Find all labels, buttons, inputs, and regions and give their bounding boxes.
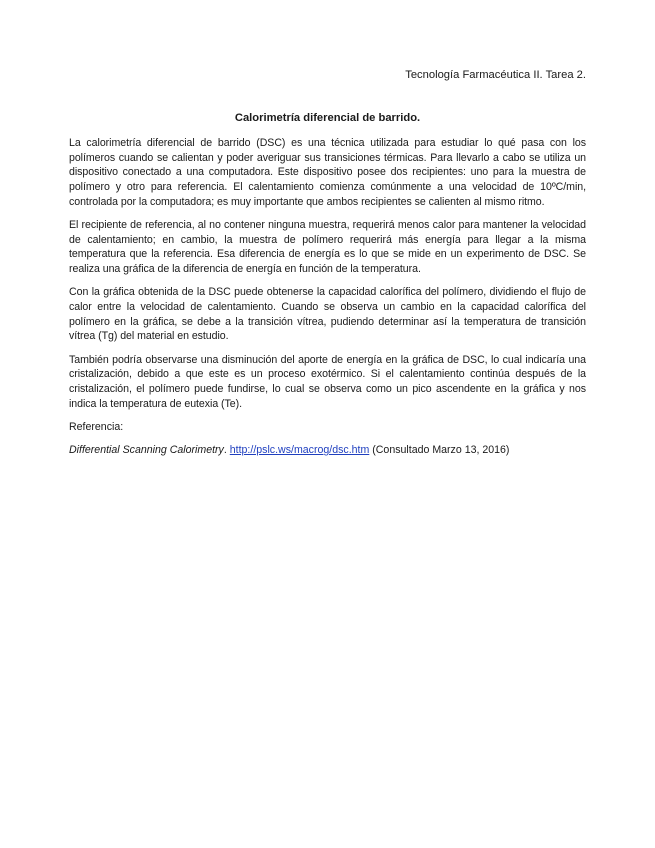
reference-separator: . [223,444,227,457]
paragraph-heat-capacity: Con la gráfica obtenida de la DSC puede obtenerse la capacidad calorífica del polímero, dividiendo el flujo de calor entre la velocidad de calentamiento. Cuando se observa un cambio en la capacidad calorífica del polímero en la gráfica, se debe a la transición vítrea, pudiendo determinar así la temperatura de transición vítrea (Tg) del material en estudio. [69,286,586,343]
document-title: Calorimetría diferencial de barrido. [234,112,421,124]
paragraph-reference-container: El recipiente de referencia, al no contener ninguna muestra, requerirá menos calor para mantener la velocidad de calentamiento; en cambio, la muestra de polímero requerirá más energía para llegar a la misma temperatura que la referencia. Esa diferencia de energía es lo que se mide en un experimento de DSC. Se realiza una gráfica de la diferencia de energía en función de la temperatura. [69,219,586,276]
reference-title: Differential Scanning Calorimetry [69,444,224,457]
reference-label: Referencia: [69,420,124,433]
paragraph-intro: La calorimetría diferencial de barrido (DSC) es una técnica utilizada para estudiar lo qué pasa con los polímeros cuando se calientan y poder averiguar sus transiciones térmicas. Para llevarlo a cabo se utiliza un dispositivo conectado a una computadora. Este dispositivo posee dos recipientes: uno para la muestra de polímero y otro para referencia. El calentamiento comienza comúnmente a una velocidad de 10ºC/min, controlada por la computadora; es muy importante que ambos recipientes se calienten al mismo ritmo. [69,137,586,208]
course-header: Tecnología Farmacéutica II. Tarea 2. [405,69,586,81]
reference-consulted-date: (Consultado Marzo 13, 2016) [372,444,510,457]
reference-link[interactable]: http://pslc.ws/macrog/dsc.htm [229,444,370,457]
paragraph-crystallization: También podría observarse una disminución del aporte de energía en la gráfica de DSC, lo cual indicaría una cristalización, debido a que este es un proceso exotérmico. Si el calentamiento continúa después de la cristalización, el polímero puede fundirse, lo cual se observa como un pico ascendente en la gráfica y nos indica la temperatura de eutexia (Te). [69,353,586,410]
document-body [69,136,586,458]
reference-entry [69,443,586,458]
